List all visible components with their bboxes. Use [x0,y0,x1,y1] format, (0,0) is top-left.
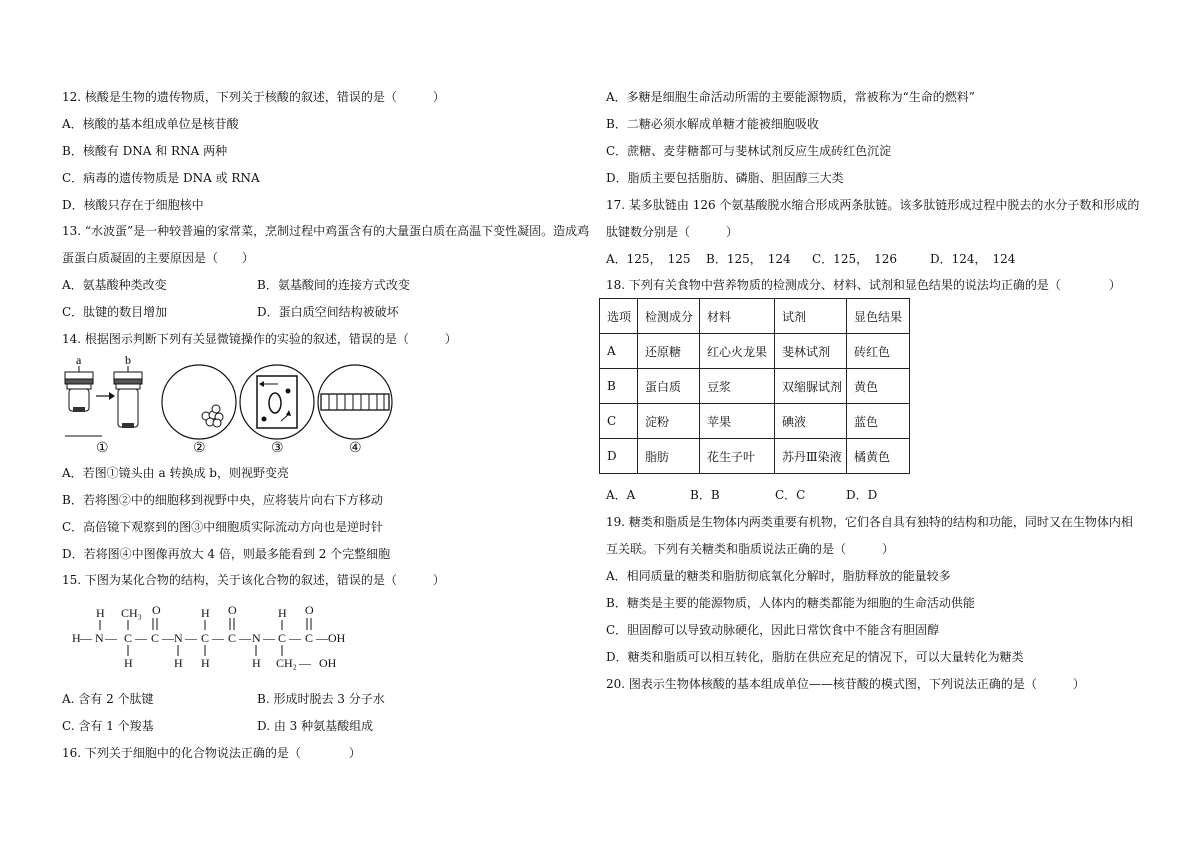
figure-4-label: ④ [349,440,362,456]
q19-option-d: D．糖类和脂质可以相互转化，脂肪在供应充足的情况下，可以大量转化为糖类 [606,650,1024,664]
svg-text:O: O [152,603,161,617]
table-cell: 淀粉 [638,404,700,439]
q18-table [599,298,910,474]
q16-option-d: D．脂质主要包括脂肪、磷脂、胆固醇三大类 [606,171,844,185]
table-header-cell: 显色结果 [847,299,910,334]
svg-text:N: N [95,631,104,645]
svg-text:H: H [124,656,133,670]
q18-stem: 18. 下列有关食物中营养物质的检测成分、材料、试剂和显色结果的说法均正确的是（ ） [606,278,1121,292]
svg-text:OH: OH [328,631,346,645]
svg-text:N: N [252,631,261,645]
svg-text:CH₂: CH₂ [276,656,297,670]
q12-option-d: D．核酸只存在于细胞核中 [62,198,204,212]
q15-stem: 15. 下图为某化合物的结构，关于该化合物的叙述，错误的是（ ） [62,573,445,587]
q14-option-a: A．若图①镜头由 a 转换成 b，则视野变亮 [62,466,289,480]
svg-text:O: O [228,603,237,617]
cell-row-figure [316,363,394,441]
table-cell: 斐林试剂 [775,334,847,369]
q17-stem-line2: 肽键数分别是（ ） [606,225,739,239]
svg-text:—: — [263,631,275,645]
svg-text:C: C [305,631,314,645]
q13-option-a: A．氨基酸种类改变 [62,278,167,292]
svg-text:—: — [289,631,301,645]
table-row [600,439,910,474]
table-cell: 双缩脲试剂 [775,369,847,404]
svg-text:CH₃: CH₃ [121,606,142,620]
q13-stem-line2: 蛋蛋白质凝固的主要原因是（ ） [62,251,255,265]
svg-text:—: — [316,631,328,645]
table-cell: 脂肪 [638,439,700,474]
q13-option-d: D．蛋白质空间结构被破坏 [257,305,399,319]
table-cell: 砖红色 [847,334,910,369]
q12-option-c: C．病毒的遗传物质是 DNA 或 RNA [62,171,260,185]
table-header-cell: 试剂 [775,299,847,334]
table-cell: 蛋白质 [638,369,700,404]
lens-label-a: a [76,353,82,367]
svg-text:—: — [135,631,147,645]
table-row [600,369,910,404]
peptide-structural-formula [62,600,382,678]
q17-option-d: D．124， 124 [930,252,1016,266]
q19-option-b: B．糖类是主要的能源物质，人体内的糖类都能为细胞的生命活动供能 [606,596,975,610]
q17-stem-line1: 17. 某多肽链由 126 个氨基酸脱水缩合形成两条肽链。该多肽链形成过程中脱去的水分子数和形成的 [606,198,1140,212]
svg-text:N: N [174,631,183,645]
svg-text:OH: OH [319,656,337,670]
q17-option-c: C．125， 126 [812,252,897,266]
table-cell: 豆浆 [700,369,775,404]
q14-stem: 14. 根据图示判断下列有关显微镜操作的实验的叙述，错误的是（ ） [62,332,457,346]
q16-option-c: C．蔗糖、麦芽糖都可与斐林试剂反应生成砖红色沉淀 [606,144,892,158]
table-cell: 苹果 [700,404,775,439]
svg-text:H: H [72,631,81,645]
table-cell: 碘液 [775,404,847,439]
microscope-lens-figure [62,352,157,442]
table-cell: 苏丹Ⅲ染液 [775,439,847,474]
lens-label-b: b [125,353,131,367]
cytoplasm-flow-figure [238,363,316,441]
svg-text:C: C [151,631,160,645]
svg-text:H: H [252,656,261,670]
table-cell: 花生子叶 [700,439,775,474]
svg-text:H: H [174,656,183,670]
table-header-cell: 检测成分 [638,299,700,334]
svg-text:—: — [162,631,174,645]
table-header-cell: 材料 [700,299,775,334]
q14-option-d: D．若将图④中图像再放大 4 倍，则最多能看到 2 个完整细胞 [62,547,391,561]
q18-option-c: C．C [775,488,806,502]
svg-text:C: C [124,631,133,645]
q16-option-a: A．多糖是细胞生命活动所需的主要能源物质，常被称为“生命的燃料” [606,90,975,104]
table-row [600,334,910,369]
table-cell: 还原糖 [638,334,700,369]
q13-option-c: C．肽键的数目增加 [62,305,168,319]
table-cell: 蓝色 [847,404,910,439]
q14-option-b: B．若将图②中的细胞移到视野中央，应将装片向右下方移动 [62,493,383,507]
q15-option-a: A. 含有 2 个肽键 [62,692,154,706]
figure-3-label: ③ [271,440,284,456]
svg-text:H: H [201,656,210,670]
q14-option-c: C．高倍镜下观察到的图③中细胞质实际流动方向也是逆时针 [62,520,384,534]
q18-option-d: D．D [846,488,878,502]
table-cell: 橘黄色 [847,439,910,474]
q16-stem: 16. 下列关于细胞中的化合物说法正确的是（ ） [62,746,361,760]
q15-option-c: C. 含有 1 个羧基 [62,719,154,733]
svg-text:—: — [239,631,251,645]
q13-option-b: B．氨基酸间的连接方式改变 [257,278,410,292]
q19-stem-line2: 互关联。下列有关糖类和脂质说法正确的是（ ） [606,542,895,556]
q19-stem-line1: 19. 糖类和脂质是生物体内两类重要有机物，它们各自具有独特的结构和功能，同时又在生物体内相 [606,515,1133,529]
q15-option-d: D. 由 3 种氨基酸组成 [257,719,374,733]
q12-stem: 12. 核酸是生物的遗传物质，下列关于核酸的叙述，错误的是（ ） [62,90,445,104]
q19-option-a: A．相同质量的糖类和脂肪彻底氧化分解时，脂肪释放的能量较多 [606,569,951,583]
figure-2-label: ② [193,440,206,456]
q18-option-b: B．B [690,488,720,502]
svg-text:—: — [185,631,197,645]
svg-text:C: C [228,631,237,645]
svg-text:H: H [201,606,210,620]
svg-text:H: H [278,606,287,620]
svg-text:H: H [96,606,105,620]
svg-text:—: — [299,656,311,670]
q12-option-b: B．核酸有 DNA 和 RNA 两种 [62,144,228,158]
q20-stem: 20. 图表示生物体核酸的基本组成单位——核苷酸的模式图，下列说法正确的是（ ） [606,677,1085,691]
svg-text:C: C [201,631,210,645]
q17-option-b: B．125， 124 [706,252,791,266]
table-cell: A [600,334,638,369]
svg-text:—: — [80,631,92,645]
field-of-view-cells-figure [160,363,238,441]
figure-1-label: ① [96,440,109,456]
svg-text:—: — [212,631,224,645]
q12-option-a: A．核酸的基本组成单位是核苷酸 [62,117,239,131]
table-header-row [600,299,910,334]
table-cell: 红心火龙果 [700,334,775,369]
q19-option-c: C．胆固醇可以导致动脉硬化，因此日常饮食中不能含有胆固醇 [606,623,940,637]
q16-option-b: B．二糖必须水解成单糖才能被细胞吸收 [606,117,819,131]
table-cell: B [600,369,638,404]
table-header-cell: 选项 [600,299,638,334]
table-row [600,404,910,439]
svg-text:O: O [305,603,314,617]
svg-text:C: C [278,631,287,645]
q15-option-b: B. 形成时脱去 3 分子水 [257,692,385,706]
table-cell: D [600,439,638,474]
q18-option-a: A．A [606,488,636,502]
table-cell: 黄色 [847,369,910,404]
svg-text:—: — [105,631,117,645]
q13-stem-line1: 13. “水波蛋”是一种较普遍的家常菜，烹制过程中鸡蛋含有的大量蛋白质在高温下变性凝固。造成鸡 [62,224,590,238]
table-cell: C [600,404,638,439]
q17-option-a: A．125， 125 [606,252,691,266]
